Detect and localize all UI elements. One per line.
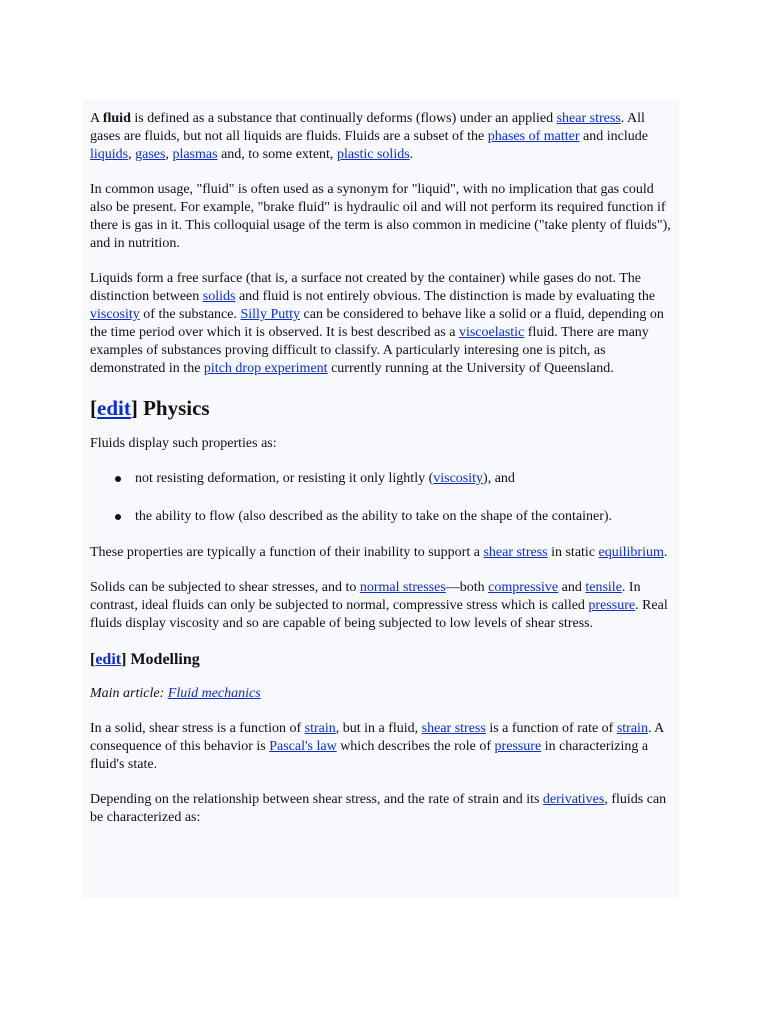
link-strain[interactable]: strain [616,721,648,736]
text: Main article: [90,686,168,701]
link-silly-putty[interactable]: Silly Putty [240,307,301,322]
bullet-icon [115,514,121,520]
physics-intro: Fluids display such properties as: [90,436,277,451]
text: , [165,147,173,162]
link-phases-of-matter[interactable]: phases of matter [487,129,580,144]
text: fluid. There are many examples of substances proving difficult to classify. A particularly interesing one is pitch, as demonstrated in the [90,325,649,376]
text: , fluids can be characterized as: [90,792,667,825]
section-heading-physics [90,395,673,421]
bullet-icon [115,476,121,482]
bracket: ] [130,396,138,420]
link-viscoelastic[interactable]: viscoelastic [458,325,525,340]
bracket: [ [90,651,96,668]
term-fluid: fluid [102,111,131,126]
bracket: [ [90,396,97,420]
link-pascals-law[interactable]: Pascal's law [269,739,337,754]
main-article-note [90,685,673,703]
link-shear-stress[interactable]: shear stress [421,721,486,736]
link-shear-stress[interactable]: shear stress [483,545,548,560]
edit-physics-link[interactable]: edit [97,396,131,420]
text: —both [445,580,489,595]
section-title: Modelling [126,651,200,668]
link-equilibrium[interactable]: equilibrium [598,545,664,560]
link-tensile[interactable]: tensile [585,580,622,595]
link-pitch-drop-experiment[interactable]: pitch drop experiment [203,361,328,376]
text: . Real fluids display viscosity and so are capable of being subjected to low levels of shear stress. [90,598,668,631]
modelling-paragraph-2 [90,791,673,827]
link-plastic-solids[interactable]: plastic solids [336,147,410,162]
section-title: Physics [137,396,210,420]
text: in static [547,545,599,560]
text: . In contrast, ideal fluids can only be subjected to normal, compressive stress which is called [90,580,641,613]
text: and [558,580,586,595]
text: . All gases are fluids, but not all liquids are fluids. Fluids are a subset of the [90,111,645,144]
text: can be considered to behave like a solid or a fluid, depending on the time period over which it is observed. It is best described as a [90,307,664,340]
article-content [83,100,679,827]
link-gases[interactable]: gases [135,147,166,162]
bracket: ] [121,651,127,668]
text: A [90,111,103,126]
text: and include [579,129,648,144]
intro-paragraph-2: In common usage, "fluid" is often used as a synonym for "liquid", with no implication that gas could also be present. For example, "brake fluid" is hydraulic oil and will not perform its required function if there is gas in it. This colloquial usage of the term is also common in medicine ("take plenty of fluids"), and in nutrition. [90,182,671,251]
text: In a solid, shear stress is a function of [90,721,305,736]
link-derivatives[interactable]: derivatives [542,792,605,807]
text: is a function of rate of [485,721,617,736]
text: Depending on the relationship between shear stress, and the rate of strain and its [90,792,543,807]
intro-paragraph-1 [90,110,673,164]
link-compressive[interactable]: compressive [488,580,559,595]
link-solids[interactable]: solids [202,289,236,304]
text: which describes the role of [336,739,495,754]
modelling-paragraph-1 [90,720,673,774]
text: , but in a fluid, [335,721,422,736]
list-item [135,470,673,488]
link-shear-stress[interactable]: shear stress [556,111,621,126]
properties-list [90,470,673,526]
physics-paragraph-2 [90,544,673,562]
edit-modelling-link[interactable]: edit [95,651,122,668]
link-pressure[interactable]: pressure [588,598,636,613]
text: . A consequence of this behavior is [90,721,664,754]
physics-paragraph-3 [90,579,673,633]
link-viscosity[interactable]: viscosity [90,307,140,322]
link-liquids[interactable]: liquids [90,147,129,162]
intro-paragraph-3 [90,270,673,378]
text: currently running at the University of Queensland. [327,361,614,376]
text: These properties are typically a function of their inability to support a [90,545,484,560]
text: ), and [483,471,515,486]
text: is defined as a substance that continually deforms (flows) under an applied [130,111,557,126]
text: Solids can be subjected to shear stresses, and to [90,580,360,595]
text: and fluid is not entirely obvious. The distinction is made by evaluating the [235,289,656,304]
text: Liquids form a free surface (that is, a surface not created by the container) while gases do not. The distinction between [90,271,641,304]
section-heading-modelling [90,650,673,670]
link-viscosity[interactable]: viscosity [433,471,484,486]
document-page [83,100,679,898]
link-strain[interactable]: strain [304,721,336,736]
link-fluid-mechanics[interactable]: Fluid mechanics [167,686,261,701]
link-plasmas[interactable]: plasmas [172,147,218,162]
text: and, to some extent, [217,147,337,162]
link-normal-stresses[interactable]: normal stresses [359,580,446,595]
text: of the substance. [139,307,241,322]
text: . [663,545,668,560]
text: in characterizing a fluid's state. [90,739,649,772]
link-pressure[interactable]: pressure [494,739,542,754]
text: , [128,147,136,162]
text: the ability to flow (also described as the ability to take on the shape of the container). [135,509,613,524]
list-item [135,508,673,526]
text: . [409,147,414,162]
text: not resisting deformation, or resisting it only lightly ( [135,471,434,486]
